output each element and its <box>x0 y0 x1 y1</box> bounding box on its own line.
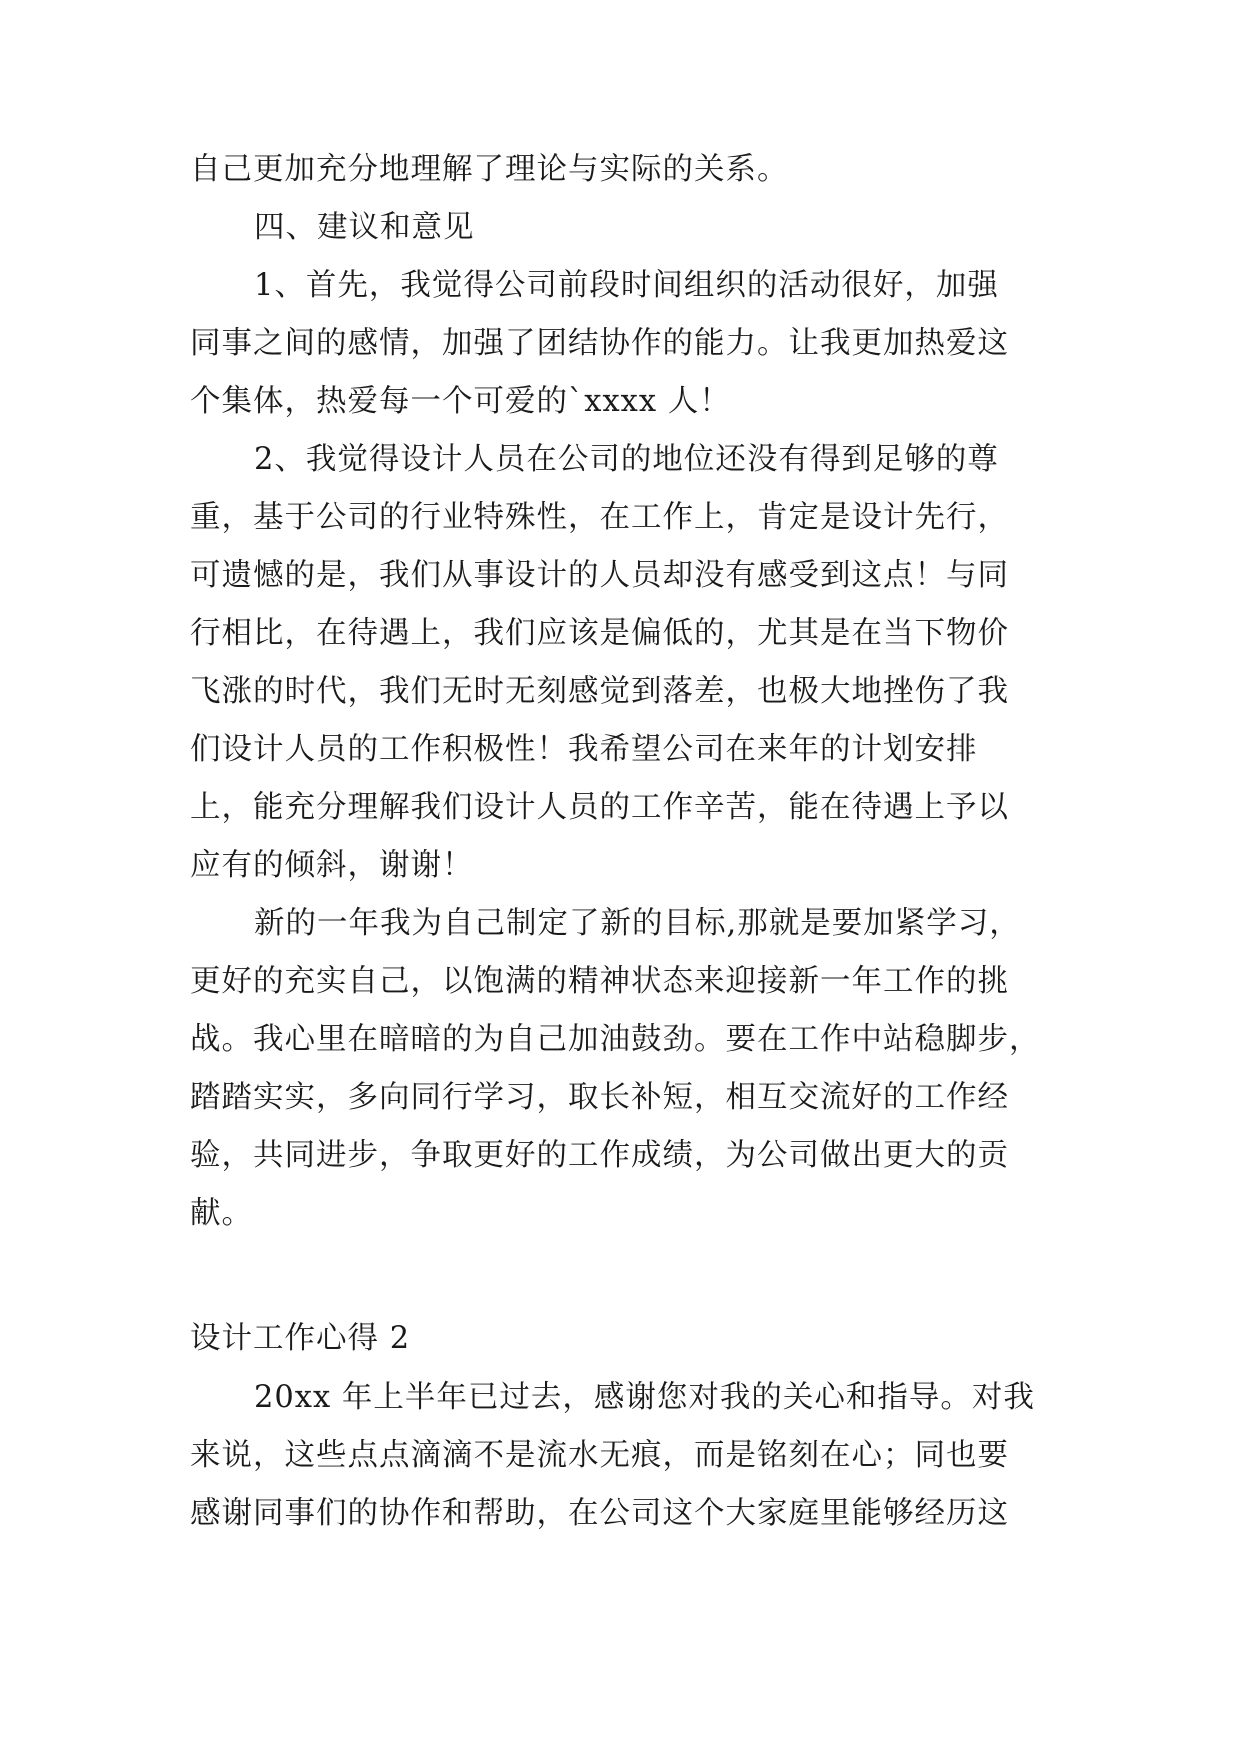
paragraph-line: 1、首先，我觉得公司前段时间组织的活动很好，加强 <box>254 268 999 303</box>
paragraph-line: 2、我觉得设计人员在公司的地位还没有得到足够的尊 <box>254 442 999 477</box>
paragraph-line: 更好的充实自己，以饱满的精神状态来迎接新一年工作的挑 <box>190 964 1009 999</box>
paragraph-line: 应有的倾斜，谢谢！ <box>190 848 474 883</box>
section-title: 设计工作心得 2 <box>190 1321 411 1356</box>
paragraph-line: 可遗憾的是，我们从事设计的人员却没有感受到这点！与同 <box>190 558 1009 593</box>
section-heading: 四、建议和意见 <box>254 210 475 245</box>
paragraph-line: 自己更加充分地理解了理论与实际的关系。 <box>190 152 789 187</box>
paragraph-line: 行相比，在待遇上，我们应该是偏低的，尤其是在当下物价 <box>190 616 1009 651</box>
paragraph-line: 们设计人员的工作积极性！我希望公司在来年的计划安排 <box>190 732 978 767</box>
paragraph-line: 飞涨的时代，我们无时无刻感觉到落差，也极大地挫伤了我 <box>190 674 1009 709</box>
paragraph-line: 20xx 年上半年已过去，感谢您对我的关心和指导。对我 <box>254 1380 1035 1415</box>
paragraph-line: 重，基于公司的行业特殊性，在工作上，肯定是设计先行， <box>190 500 1009 535</box>
paragraph-line: 来说，这些点点滴滴不是流水无痕，而是铭刻在心；同也要 <box>190 1438 1009 1473</box>
paragraph-line: 验，共同进步，争取更好的工作成绩，为公司做出更大的贡 <box>190 1138 1009 1173</box>
paragraph-line: 上，能充分理解我们设计人员的工作辛苦，能在待遇上予以 <box>190 790 1009 825</box>
paragraph-line: 新的一年我为自己制定了新的目标,那就是要加紧学习， <box>254 906 1021 941</box>
paragraph-line: 战。我心里在暗暗的为自己加油鼓劲。要在工作中站稳脚步， <box>190 1022 1041 1057</box>
paragraph-line: 同事之间的感情，加强了团结协作的能力。让我更加热爱这 <box>190 326 1009 361</box>
paragraph-line: 感谢同事们的协作和帮助，在公司这个大家庭里能够经历这 <box>190 1496 1009 1531</box>
paragraph-line: 踏踏实实，多向同行学习，取长补短，相互交流好的工作经 <box>190 1080 1009 1115</box>
paragraph-line: 献。 <box>190 1196 253 1231</box>
paragraph-line: 个集体，热爱每一个可爱的`xxxx 人！ <box>190 384 731 419</box>
